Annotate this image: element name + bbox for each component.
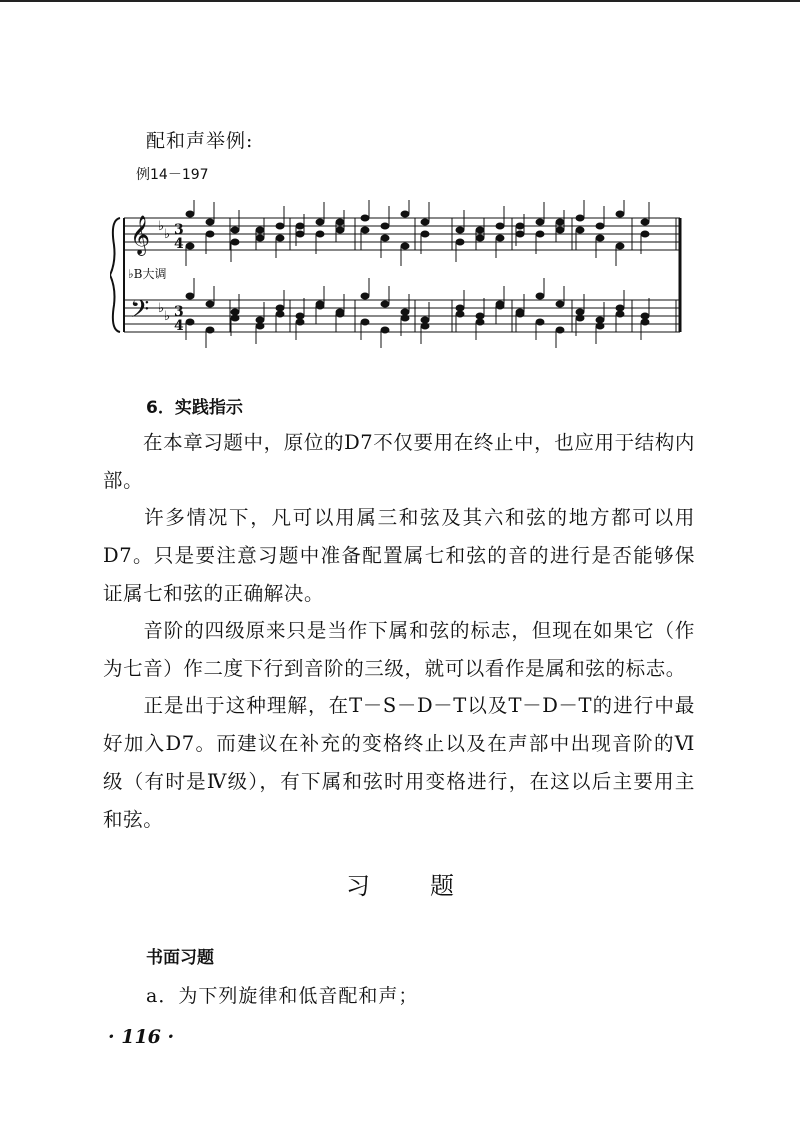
- notehead: [256, 317, 264, 323]
- notehead: [421, 317, 429, 323]
- svg-text:𝄞: 𝄞: [130, 215, 151, 255]
- notehead: [616, 211, 624, 217]
- notehead: [556, 301, 564, 307]
- exercise-item-a: a．为下列旋律和低音配和声；: [146, 985, 419, 1007]
- notehead: [381, 327, 389, 333]
- notehead: [296, 313, 304, 319]
- notehead: [576, 315, 584, 321]
- notehead: [186, 319, 194, 325]
- notehead: [231, 227, 239, 233]
- notehead: [316, 303, 324, 309]
- notehead: [381, 301, 389, 307]
- notehead: [276, 223, 284, 229]
- notehead: [186, 211, 194, 217]
- notehead: [596, 223, 604, 229]
- music-score: [110, 200, 690, 360]
- notehead: [276, 235, 284, 241]
- svg-text:♭: ♭: [158, 301, 165, 316]
- notehead: [596, 323, 604, 329]
- notehead: [296, 231, 304, 237]
- notehead: [456, 311, 464, 317]
- notehead: [401, 211, 409, 217]
- notehead: [206, 301, 214, 307]
- notehead: [336, 219, 344, 225]
- notehead: [231, 309, 239, 315]
- notehead: [231, 239, 239, 245]
- notehead: [276, 305, 284, 311]
- notehead: [421, 323, 429, 329]
- key-label: ♭B大调: [128, 267, 167, 281]
- page-number: · 116 ·: [108, 1026, 175, 1048]
- svg-text:♭: ♭: [158, 219, 165, 234]
- notehead: [421, 231, 429, 237]
- notehead: [536, 231, 544, 237]
- notehead: [476, 319, 484, 325]
- example-label: 例14－197: [136, 167, 209, 183]
- notehead: [381, 235, 389, 241]
- notehead: [336, 227, 344, 233]
- svg-text:4: 4: [174, 236, 184, 252]
- notehead: [556, 219, 564, 225]
- notehead: [516, 311, 524, 317]
- notehead: [536, 319, 544, 325]
- notehead: [296, 223, 304, 229]
- notehead: [361, 293, 369, 299]
- exercises-title: 习 题: [346, 872, 454, 900]
- svg-text:♭: ♭: [164, 227, 171, 242]
- notehead: [641, 231, 649, 237]
- notehead: [456, 305, 464, 311]
- svg-text:3: 3: [174, 304, 184, 320]
- notehead: [641, 319, 649, 325]
- notehead: [316, 219, 324, 225]
- notehead: [336, 311, 344, 317]
- notehead: [361, 227, 369, 233]
- top-border-line: [0, 0, 800, 2]
- svg-text:𝄢: 𝄢: [130, 295, 150, 330]
- notehead: [456, 239, 464, 245]
- notehead: [641, 219, 649, 225]
- notehead: [316, 231, 324, 237]
- paragraph-2: 许多情况下，凡可以用属三和弦及其六和弦的地方都可以用D7。只是要注意习题中准备配置属七和弦的音的进行是否能够保证属七和弦的正确解决。: [103, 506, 695, 605]
- notehead: [456, 227, 464, 233]
- notehead: [476, 235, 484, 241]
- notehead: [276, 311, 284, 317]
- notehead: [256, 227, 264, 233]
- notehead: [256, 235, 264, 241]
- notehead: [641, 313, 649, 319]
- notehead: [476, 313, 484, 319]
- notehead: [186, 243, 194, 249]
- notehead: [496, 223, 504, 229]
- notehead: [476, 227, 484, 233]
- paragraph-4: 正是出于这种理解，在T－S－D－T以及T－D－T的进行中最好加入D7。而建议在补充的变格终止以及在声部中出现音阶的Ⅵ级（有时是Ⅳ级），有下属和弦时用变格进行，在这以后主要用主和弦。: [103, 694, 695, 831]
- notehead: [576, 215, 584, 221]
- notehead: [361, 319, 369, 325]
- notehead: [206, 231, 214, 237]
- notehead: [381, 223, 389, 229]
- notehead: [186, 293, 194, 299]
- notehead: [516, 231, 524, 237]
- notehead: [556, 227, 564, 233]
- written-exercises-heading: 书面习题: [146, 948, 214, 968]
- notehead: [576, 309, 584, 315]
- paragraph-1: 在本章习题中，原位的D7不仅要用在终止中，也应用于结构内部。: [103, 431, 695, 492]
- notehead: [536, 293, 544, 299]
- svg-text:3: 3: [174, 222, 184, 238]
- notehead: [616, 305, 624, 311]
- notehead: [401, 309, 409, 315]
- section-6-heading: 6．实践指示: [146, 398, 243, 418]
- notehead: [231, 315, 239, 321]
- notehead: [556, 327, 564, 333]
- intro-text: 配和声举例:: [146, 130, 254, 152]
- notehead: [401, 243, 409, 249]
- notehead: [536, 219, 544, 225]
- notehead: [206, 219, 214, 225]
- svg-text:♭: ♭: [164, 309, 171, 324]
- notehead: [361, 215, 369, 221]
- notehead: [516, 223, 524, 229]
- svg-text:4: 4: [174, 318, 184, 334]
- paragraph-3: 音阶的四级原来只是当作下属和弦的标志，但现在如果它（作为七音）作二度下行到音阶的三级，就可以看作是属和弦的标志。: [103, 619, 695, 680]
- notehead: [596, 235, 604, 241]
- notehead: [296, 319, 304, 325]
- notehead: [616, 311, 624, 317]
- notehead: [421, 219, 429, 225]
- notehead: [206, 327, 214, 333]
- notehead: [616, 243, 624, 249]
- notehead: [596, 317, 604, 323]
- notehead: [576, 227, 584, 233]
- notehead: [496, 235, 504, 241]
- notehead: [256, 323, 264, 329]
- notehead: [401, 315, 409, 321]
- notehead: [496, 303, 504, 309]
